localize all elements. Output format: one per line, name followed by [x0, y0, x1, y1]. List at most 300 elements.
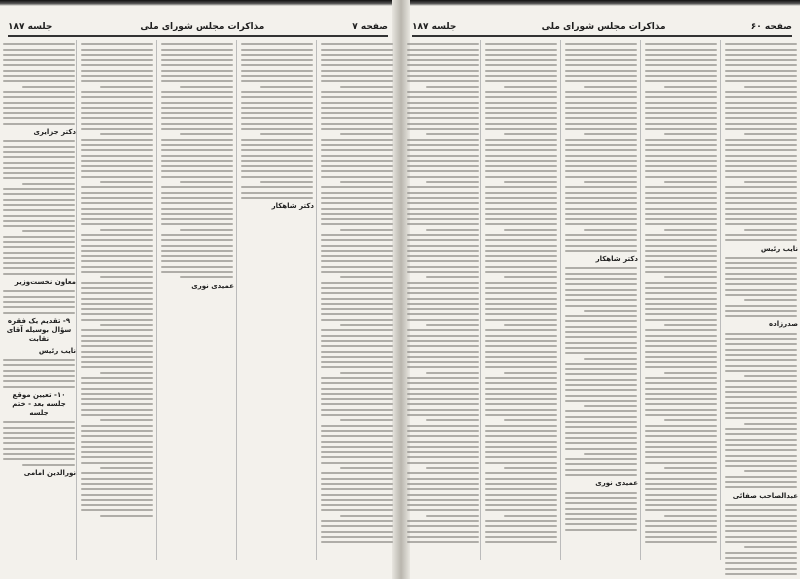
- text-column: [240, 40, 314, 214]
- text-line: [565, 128, 637, 130]
- text-line: [504, 86, 557, 88]
- text-line: [645, 239, 717, 241]
- text-line: [407, 266, 479, 268]
- text-line: [565, 75, 637, 77]
- text-line: [645, 382, 717, 384]
- text-line: [645, 102, 717, 104]
- text-line: [81, 197, 153, 199]
- text-line: [407, 335, 479, 337]
- text-line: [407, 234, 479, 236]
- text-line: [241, 80, 313, 82]
- text-line: [645, 313, 717, 315]
- text-line: [161, 255, 233, 257]
- text-line: [725, 481, 797, 483]
- text-line: [81, 435, 153, 437]
- text-line: [407, 319, 479, 321]
- text-line: [725, 96, 797, 98]
- page-number: صفحه ۷: [352, 22, 388, 32]
- header-rule: [412, 35, 792, 37]
- text-line: [407, 128, 479, 130]
- page-header: [412, 20, 792, 34]
- session-number: جلسه ۱۸۷: [412, 22, 457, 32]
- column-divider: [640, 40, 641, 560]
- text-line: [81, 107, 153, 109]
- text-line: [407, 117, 479, 119]
- text-line: [407, 271, 479, 273]
- text-line: [407, 377, 479, 379]
- text-line: [485, 102, 557, 104]
- text-line: [321, 260, 393, 262]
- text-line: [81, 165, 153, 167]
- text-line: [565, 250, 637, 252]
- text-line: [485, 435, 557, 437]
- text-line: [645, 70, 717, 72]
- text-line: [565, 273, 637, 275]
- text-line: [645, 234, 717, 236]
- text-line: [3, 167, 75, 169]
- text-line: [485, 70, 557, 72]
- text-line: [725, 192, 797, 194]
- text-line: [321, 409, 393, 411]
- text-line: [161, 165, 233, 167]
- text-line: [241, 70, 313, 72]
- text-line: [3, 375, 75, 377]
- text-line: [645, 303, 717, 305]
- text-line: [161, 139, 233, 141]
- text-line: [565, 508, 637, 510]
- text-line: [81, 319, 153, 321]
- text-line: [565, 331, 637, 333]
- text-line: [645, 112, 717, 114]
- text-line: [241, 75, 313, 77]
- text-line: [407, 213, 479, 215]
- text-line: [407, 388, 479, 390]
- text-line: [3, 386, 75, 388]
- text-line: [565, 213, 637, 215]
- text-line: [81, 478, 153, 480]
- text-line: [321, 117, 393, 119]
- text-line: [725, 289, 797, 291]
- text-line: [725, 149, 797, 151]
- text-line: [504, 467, 557, 469]
- text-line: [3, 301, 75, 303]
- text-line: [725, 59, 797, 61]
- text-line: [565, 283, 637, 285]
- signature: نورالدین امامی: [23, 468, 76, 477]
- text-line: [565, 326, 637, 328]
- text-line: [340, 133, 393, 135]
- text-line: [565, 43, 637, 45]
- text-line: [485, 382, 557, 384]
- text-line: [180, 133, 233, 135]
- agenda-heading-10: ۱۰- تعیین موقع جلسه بعد - ختم جلسه: [12, 390, 66, 417]
- text-line: [241, 155, 313, 157]
- text-line: [565, 416, 637, 418]
- text-line: [645, 504, 717, 506]
- text-line: [180, 86, 233, 88]
- text-line: [161, 186, 233, 188]
- text-line: [584, 181, 637, 183]
- text-line: [485, 107, 557, 109]
- text-line: [407, 361, 479, 363]
- text-line: [81, 494, 153, 496]
- text-line: [407, 446, 479, 448]
- text-line: [664, 86, 717, 88]
- text-line: [407, 80, 479, 82]
- text-line: [100, 181, 153, 183]
- text-line: [407, 292, 479, 294]
- text-column: [724, 40, 798, 578]
- text-line: [161, 123, 233, 125]
- speaker-heading: صدرزاده: [769, 320, 798, 329]
- text-line: [725, 239, 797, 241]
- text-line: [321, 303, 393, 305]
- text-line: [744, 423, 797, 425]
- text-line: [321, 382, 393, 384]
- text-line: [81, 430, 153, 432]
- text-line: [485, 192, 557, 194]
- text-line: [426, 181, 479, 183]
- text-line: [485, 149, 557, 151]
- text-line: [725, 455, 797, 457]
- text-line: [645, 499, 717, 501]
- text-line: [161, 197, 233, 199]
- text-line: [407, 425, 479, 427]
- text-line: [100, 324, 153, 326]
- text-line: [485, 59, 557, 61]
- text-line: [565, 294, 637, 296]
- text-line: [565, 139, 637, 141]
- text-line: [407, 112, 479, 114]
- text-line: [161, 70, 233, 72]
- text-line: [81, 260, 153, 262]
- text-line: [645, 208, 717, 210]
- text-line: [407, 96, 479, 98]
- text-line: [725, 354, 797, 356]
- text-line: [565, 400, 637, 402]
- text-line: [485, 282, 557, 284]
- text-line: [407, 308, 479, 310]
- text-line: [407, 340, 479, 342]
- text-line: [3, 225, 75, 227]
- text-line: [725, 552, 797, 554]
- text-line: [485, 345, 557, 347]
- text-line: [504, 276, 557, 278]
- text-line: [407, 366, 479, 368]
- text-line: [407, 239, 479, 241]
- text-column: [320, 40, 394, 547]
- text-line: [81, 388, 153, 390]
- text-line: [81, 456, 153, 458]
- text-line: [340, 419, 393, 421]
- text-line: [485, 499, 557, 501]
- text-line: [565, 202, 637, 204]
- text-line: [725, 370, 797, 372]
- text-line: [321, 266, 393, 268]
- text-line: [725, 107, 797, 109]
- text-line: [407, 441, 479, 443]
- text-line: [485, 64, 557, 66]
- text-line: [321, 128, 393, 130]
- text-line: [321, 282, 393, 284]
- text-line: [407, 329, 479, 331]
- text-line: [565, 305, 637, 307]
- text-line: [81, 170, 153, 172]
- text-line: [485, 170, 557, 172]
- text-line: [645, 356, 717, 358]
- text-line: [426, 324, 479, 326]
- text-line: [725, 213, 797, 215]
- text-line: [485, 128, 557, 130]
- text-line: [3, 107, 75, 109]
- text-line: [725, 365, 797, 367]
- text-line: [407, 255, 479, 257]
- text-line: [485, 366, 557, 368]
- text-line: [407, 260, 479, 262]
- text-line: [241, 117, 313, 119]
- right-page: [406, 8, 798, 573]
- text-line: [725, 509, 797, 511]
- text-line: [3, 448, 75, 450]
- text-line: [3, 117, 75, 119]
- text-line: [3, 246, 75, 248]
- text-line: [161, 43, 233, 45]
- text-line: [321, 139, 393, 141]
- text-line: [321, 186, 393, 188]
- text-line: [321, 388, 393, 390]
- text-line: [565, 80, 637, 82]
- text-line: [321, 149, 393, 151]
- text-line: [407, 165, 479, 167]
- text-line: [565, 170, 637, 172]
- text-line: [180, 229, 233, 231]
- text-line: [725, 310, 797, 312]
- text-line: [241, 197, 313, 199]
- text-line: [340, 515, 393, 517]
- text-line: [407, 313, 479, 315]
- text-line: [725, 54, 797, 56]
- text-line: [100, 467, 153, 469]
- text-line: [645, 425, 717, 427]
- text-line: [407, 75, 479, 77]
- text-line: [725, 541, 797, 543]
- text-line: [3, 177, 75, 179]
- text-column: [80, 40, 154, 520]
- text-line: [321, 144, 393, 146]
- text-line: [645, 451, 717, 453]
- text-line: [407, 186, 479, 188]
- text-line: [504, 419, 557, 421]
- text-line: [321, 441, 393, 443]
- text-line: [3, 257, 75, 259]
- text-line: [485, 91, 557, 93]
- text-line: [3, 220, 75, 222]
- text-line: [241, 165, 313, 167]
- text-line: [81, 218, 153, 220]
- text-line: [321, 499, 393, 501]
- text-line: [485, 472, 557, 474]
- text-line: [664, 515, 717, 517]
- text-line: [485, 186, 557, 188]
- text-line: [645, 329, 717, 331]
- text-line: [725, 396, 797, 398]
- text-line: [645, 266, 717, 268]
- text-line: [241, 59, 313, 61]
- text-line: [407, 192, 479, 194]
- text-line: [241, 139, 313, 141]
- text-line: [725, 170, 797, 172]
- text-line: [241, 96, 313, 98]
- page-number: صفحه ۶۰: [750, 22, 792, 32]
- text-line: [645, 456, 717, 458]
- speaker-heading: عمیدی نوری: [191, 281, 234, 290]
- text-line: [321, 377, 393, 379]
- text-line: [426, 276, 479, 278]
- text-line: [565, 96, 637, 98]
- agenda-heading-9: ۹- تقدیم یک فقره سؤال بوسیله آقای نقابت: [6, 316, 72, 343]
- text-line: [407, 488, 479, 490]
- text-line: [161, 218, 233, 220]
- text-line: [81, 102, 153, 104]
- text-line: [81, 282, 153, 284]
- text-line: [3, 112, 75, 114]
- text-line: [81, 43, 153, 45]
- text-line: [3, 421, 75, 423]
- text-line: [584, 229, 637, 231]
- text-line: [3, 49, 75, 51]
- text-line: [645, 54, 717, 56]
- text-line: [81, 483, 153, 485]
- text-line: [81, 155, 153, 157]
- text-line: [485, 430, 557, 432]
- text-line: [725, 407, 797, 409]
- text-line: [161, 128, 233, 130]
- text-line: [565, 289, 637, 291]
- text-line: [426, 133, 479, 135]
- text-line: [584, 133, 637, 135]
- text-line: [744, 546, 797, 548]
- text-block: [724, 504, 798, 575]
- text-line: [241, 107, 313, 109]
- text-line: [645, 366, 717, 368]
- text-line: [22, 183, 75, 185]
- text-line: [565, 437, 637, 439]
- text-line: [565, 342, 637, 344]
- text-line: [565, 165, 637, 167]
- text-line: [81, 176, 153, 178]
- text-line: [321, 292, 393, 294]
- text-line: [485, 139, 557, 141]
- text-line: [321, 213, 393, 215]
- text-line: [407, 499, 479, 501]
- text-line: [426, 86, 479, 88]
- column-divider: [720, 40, 721, 560]
- text-line: [241, 112, 313, 114]
- text-line: [645, 202, 717, 204]
- text-line: [725, 91, 797, 93]
- text-line: [664, 419, 717, 421]
- text-line: [485, 255, 557, 257]
- text-line: [645, 255, 717, 257]
- text-line: [3, 236, 75, 238]
- text-line: [725, 112, 797, 114]
- text-line: [161, 239, 233, 241]
- text-line: [321, 96, 393, 98]
- text-line: [725, 102, 797, 104]
- text-line: [565, 368, 637, 370]
- text-column: [644, 40, 718, 547]
- text-line: [161, 266, 233, 268]
- text-line: [407, 414, 479, 416]
- text-line: [321, 298, 393, 300]
- speaker-heading: عمیدی نوری: [595, 479, 638, 488]
- text-line: [407, 197, 479, 199]
- text-line: [321, 308, 393, 310]
- text-line: [81, 144, 153, 146]
- text-line: [645, 388, 717, 390]
- text-line: [485, 393, 557, 395]
- text-line: [485, 536, 557, 538]
- text-line: [321, 430, 393, 432]
- text-line: [565, 363, 637, 365]
- text-line: [485, 117, 557, 119]
- text-line: [3, 442, 75, 444]
- text-line: [565, 502, 637, 504]
- speaker-heading: معاون نخست‌وزیر: [14, 278, 76, 287]
- text-line: [504, 515, 557, 517]
- text-line: [321, 234, 393, 236]
- text-line: [321, 536, 393, 538]
- text-line: [81, 208, 153, 210]
- text-line: [340, 229, 393, 231]
- text-line: [3, 252, 75, 254]
- text-line: [485, 403, 557, 405]
- text-line: [81, 64, 153, 66]
- text-line: [407, 298, 479, 300]
- text-line: [645, 414, 717, 416]
- text-line: [321, 345, 393, 347]
- text-line: [81, 186, 153, 188]
- text-line: [725, 449, 797, 451]
- text-line: [725, 202, 797, 204]
- text-line: [407, 356, 479, 358]
- text-line: [725, 391, 797, 393]
- text-line: [407, 435, 479, 437]
- text-line: [81, 271, 153, 273]
- text-line: [81, 303, 153, 305]
- text-line: [565, 379, 637, 381]
- text-line: [407, 139, 479, 141]
- text-line: [485, 202, 557, 204]
- text-line: [485, 456, 557, 458]
- text-line: [407, 483, 479, 485]
- text-line: [565, 208, 637, 210]
- text-line: [725, 333, 797, 335]
- text-line: [407, 218, 479, 220]
- text-line: [321, 112, 393, 114]
- text-line: [485, 218, 557, 220]
- text-line: [321, 255, 393, 257]
- text-line: [664, 372, 717, 374]
- text-line: [241, 186, 313, 188]
- text-line: [321, 250, 393, 252]
- text-line: [161, 170, 233, 172]
- text-line: [407, 245, 479, 247]
- column-divider: [156, 40, 157, 560]
- text-line: [565, 458, 637, 460]
- text-line: [485, 488, 557, 490]
- text-line: [645, 441, 717, 443]
